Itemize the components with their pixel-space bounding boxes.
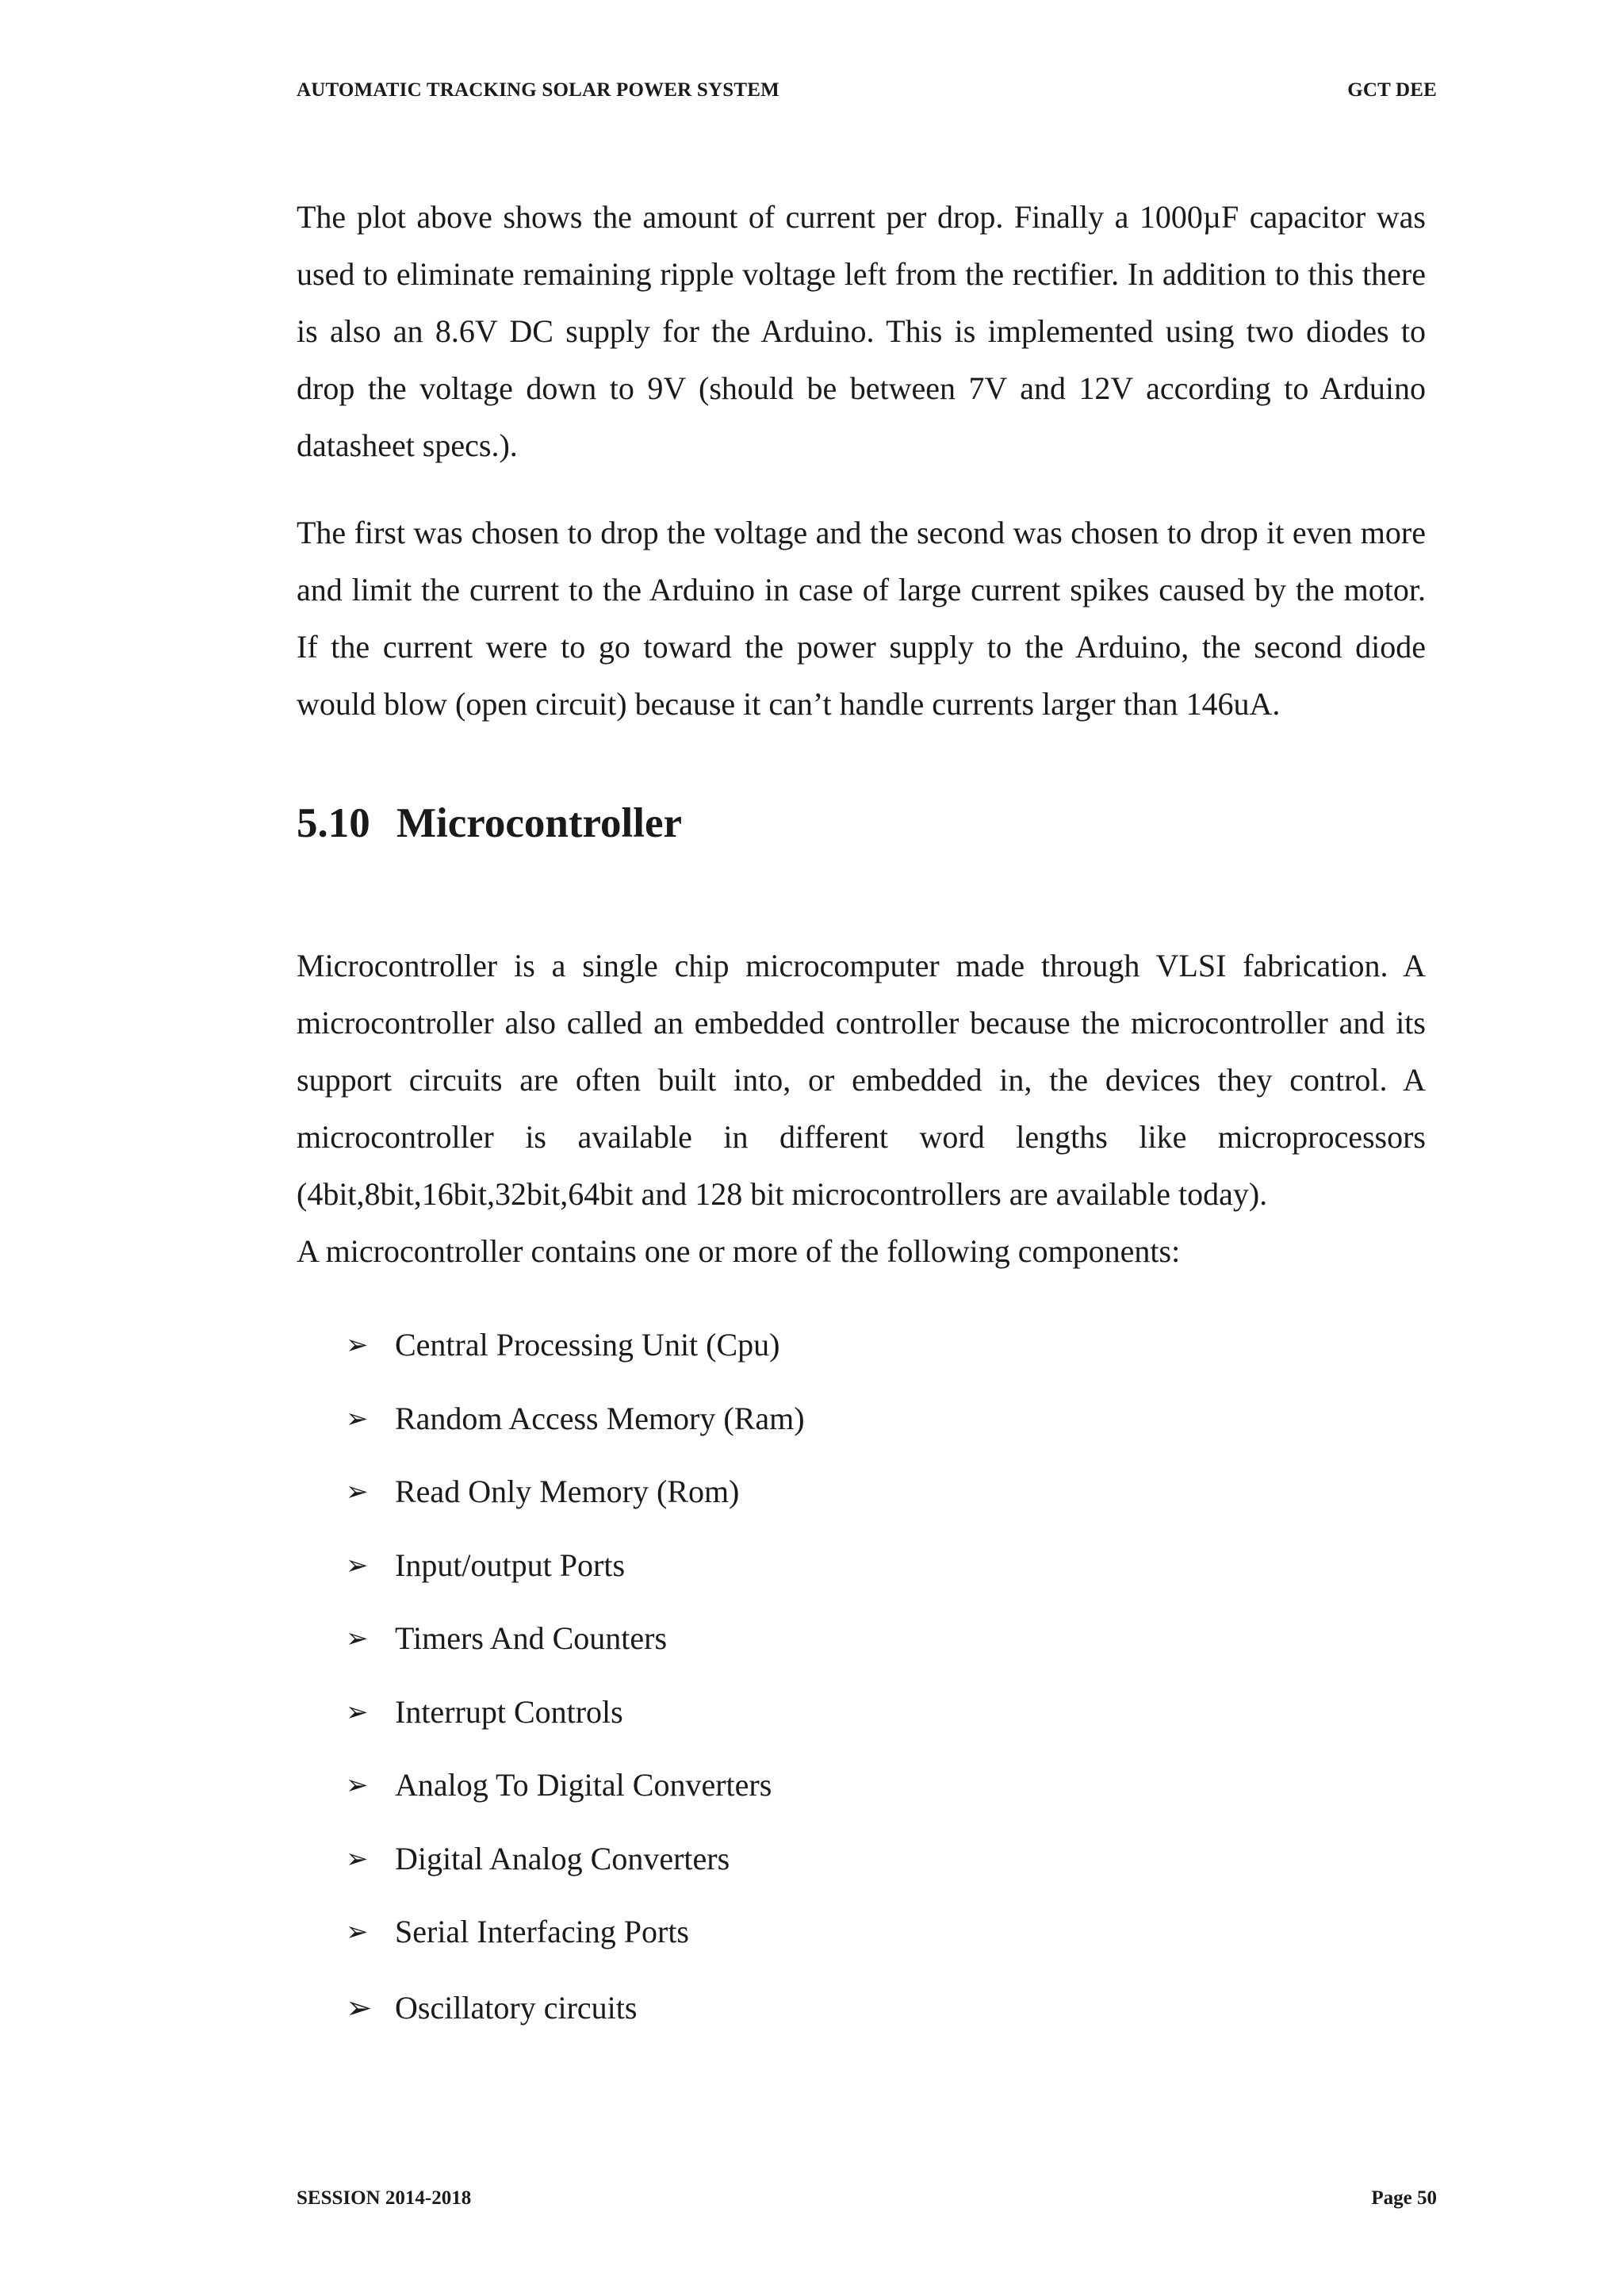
paragraph-microcontroller-intro: Microcontroller is a single chip microcomputer made through VLSI fabrication. A microcontroller also called an embedded controller because the microcontroller and its support circuits are often built into, or embedded in, the devices they control. A microcontroller is available in different word lengths like microprocessors (4bit,8bit,16bit,32bit,64bit and 128 bit microcontrollers are available today).: [297, 948, 1426, 1212]
list-item-label: Oscillatory circuits: [395, 1990, 638, 2026]
section-number: 5.10: [297, 800, 370, 846]
arrow-bullet-icon: ➢: [346, 1990, 373, 2027]
list-item-label: Digital Analog Converters: [395, 1840, 730, 1876]
list-item: [346, 1529, 1426, 1603]
list-item-label: Central Processing Unit (Cpu): [395, 1327, 780, 1363]
arrow-bullet-icon: ➢: [346, 1402, 369, 1435]
paragraph-diodes: The first was chosen to drop the voltage and the second was chosen to drop it even more and limit the current to the Arduino in case of large current spikes caused by the motor. If the current were to go toward the power supply to the Arduino, the second diode would blow (open circuit) because it can’t handle currents larger than 146uA.: [297, 515, 1426, 722]
running-header: [297, 79, 1437, 102]
section-title: Microcontroller: [396, 800, 683, 846]
arrow-bullet-icon: ➢: [346, 1842, 369, 1875]
arrow-bullet-icon: ➢: [346, 1916, 369, 1948]
running-footer: [297, 2187, 1437, 2210]
footer-session: SESSION 2014-2018: [297, 2187, 472, 2209]
list-item: [346, 1382, 1426, 1456]
footer-page-number: Page 50: [1371, 2187, 1437, 2209]
list-item-label: Random Access Memory (Ram): [395, 1400, 805, 1436]
list-item-label: Interrupt Controls: [395, 1693, 623, 1730]
header-department: GCT DEE: [1347, 79, 1437, 101]
list-item: [346, 1309, 1426, 1382]
arrow-bullet-icon: ➢: [346, 1549, 369, 1581]
page-content: [297, 189, 1426, 2049]
arrow-bullet-icon: ➢: [346, 1476, 369, 1508]
list-item-label: Timers And Counters: [395, 1620, 668, 1656]
arrow-bullet-icon: ➢: [346, 1769, 369, 1801]
list-item: [346, 1749, 1426, 1823]
list-item-label: Read Only Memory (Rom): [395, 1474, 740, 1509]
components-list-intro: A microcontroller contains one or more of the following components:: [297, 1233, 1181, 1269]
list-item-label: Input/output Ports: [395, 1547, 626, 1583]
list-item: [346, 1895, 1426, 1969]
list-item-label: Serial Interfacing Ports: [395, 1914, 689, 1949]
list-item: [346, 1676, 1426, 1750]
arrow-bullet-icon: ➢: [346, 1329, 369, 1361]
arrow-bullet-icon: ➢: [346, 1696, 369, 1728]
list-item: [346, 1602, 1426, 1676]
list-item: [346, 1969, 1426, 2049]
header-title: AUTOMATIC TRACKING SOLAR POWER SYSTEM: [297, 79, 779, 101]
list-item: [346, 1823, 1426, 1896]
list-item: [346, 1455, 1426, 1529]
section-heading: [297, 798, 1426, 849]
list-item-label: Analog To Digital Converters: [395, 1767, 772, 1803]
arrow-bullet-icon: ➢: [346, 1623, 369, 1654]
components-list: [346, 1309, 1426, 2049]
paragraph-rectifier: The plot above shows the amount of current per drop. Finally a 1000µF capacitor was used to eliminate remaining ripple voltage left from the rectifier. In addition to this there is also an 8.6V DC supply for the Arduino. This is implemented using two diodes to drop the voltage down to 9V (should be between 7V and 12V according to Arduino datasheet specs.).: [297, 199, 1426, 463]
